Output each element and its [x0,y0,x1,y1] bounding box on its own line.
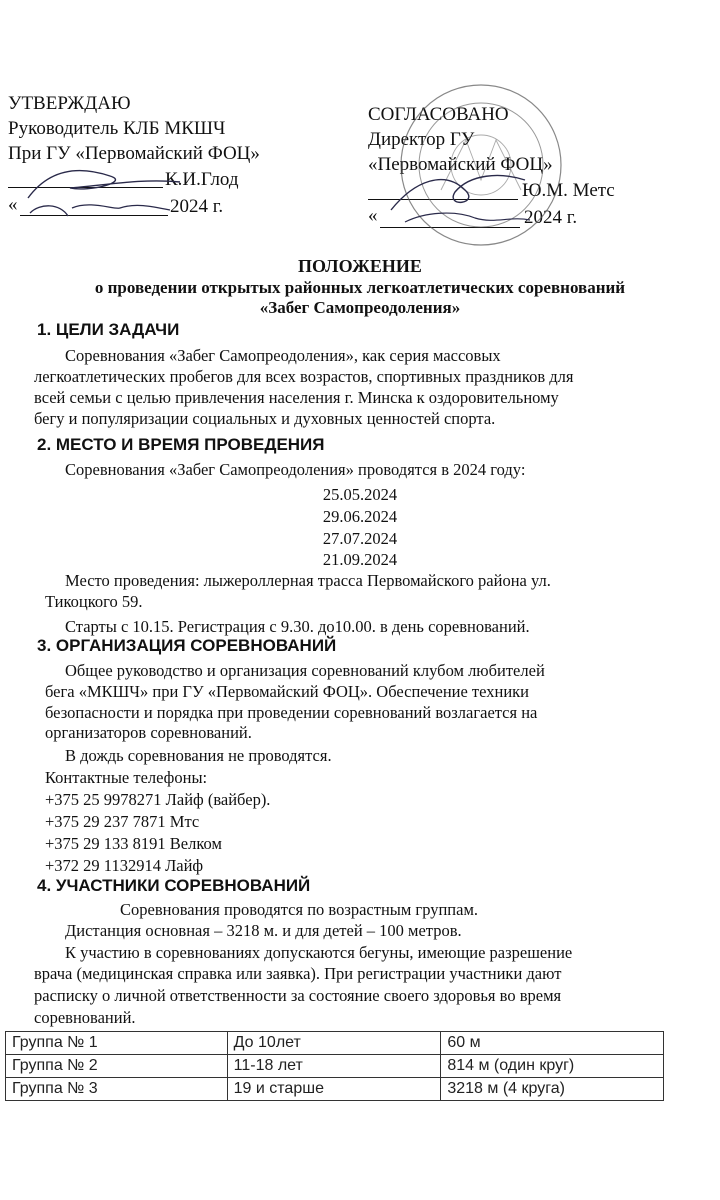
distance-line: Дистанция основная – 3218 м. и для детей – 100 метров. [65,921,462,940]
event-date: 29.06.2024 [322,507,398,526]
section3-line: безопасности и порядка при проведении соревнований возлагается на [45,703,538,722]
phone-number: +372 29 1132914 Лайф [45,856,204,875]
signature-left [20,158,190,228]
document-subtitle: о проведении открытых районных легкоатлетических соревнований [94,278,626,297]
section3-title: 3. ОРГАНИЗАЦИЯ СОРЕВНОВАНИЙ [37,636,337,655]
table-row [6,1032,664,1055]
approval-right-line2: «Первомайский ФОЦ» [368,154,553,175]
approval-left-signer: К.И.Глод [165,169,239,190]
section2-title: 2. МЕСТО И ВРЕМЯ ПРОВЕДЕНИЯ [37,435,325,454]
approval-right-signer: Ю.М. Метс [522,180,615,201]
approval-right-line1: Директор ГУ [368,129,475,150]
phone-number: +375 25 9978271 Лайф (вайбер). [45,790,271,809]
section1-line: бегу и популяризации социальных и духовных ценностей спорта. [34,409,496,428]
event-date: 21.09.2024 [322,550,398,569]
contacts-label: Контактные телефоны: [45,768,208,787]
table-cell: Группа № 1 [6,1032,228,1055]
section4-line: расписку о личной ответственности за состояние своего здоровья во время [34,986,562,1005]
phone-number: +375 29 133 8191 Велком [45,834,222,853]
start-times: Старты с 10.15. Регистрация с 9.30. до10.00. в день соревнований. [65,617,530,636]
table-cell: 11-18 лет [227,1055,441,1078]
section1-line: легкоатлетических пробегов для всех возрастов, спортивных праздников для [34,367,574,386]
table-cell: 814 м (один круг) [441,1055,664,1078]
table-cell: Группа № 3 [6,1078,228,1101]
signature-right [385,160,535,230]
approval-right-title: СОГЛАСОВАНО [368,104,509,125]
age-groups-table [5,1031,664,1101]
section3-line: бега «МКШЧ» при ГУ «Первомайский ФОЦ». Обеспечение техники [45,682,529,701]
section4-line: соревнований. [34,1008,136,1027]
venue-line: Тикоцкого 59. [45,592,143,611]
approval-left-line2: При ГУ «Первомайский ФОЦ» [8,143,260,164]
table-cell: 60 м [441,1032,664,1055]
venue-line: Место проведения: лыжероллерная трасса Первомайского района ул. [65,571,551,590]
approval-left-date-year: 2024 г. [170,196,224,217]
document-title: ПОЛОЖЕНИЕ [298,256,422,276]
approval-right-date-year: 2024 г. [524,207,578,228]
event-name: «Забег Самопреодоления» [259,298,461,317]
event-date: 25.05.2024 [322,485,398,504]
section1-line: всей семьи с целью привлечения населения г. Минска к оздоровительному [34,388,559,407]
table-cell: 3218 м (4 круга) [441,1078,664,1101]
table-cell: Группа № 2 [6,1055,228,1078]
approval-left-title: УТВЕРЖДАЮ [8,93,131,114]
section2-intro: Соревнования «Забег Самопреодоления» проводятся в 2024 году: [65,460,526,479]
section1-title: 1. ЦЕЛИ ЗАДАЧИ [37,320,180,339]
table-row [6,1078,664,1101]
table-cell: До 10лет [227,1032,441,1055]
approval-left-line1: Руководитель КЛБ МКШЧ [8,118,226,139]
phone-number: +375 29 237 7871 Мтс [45,812,200,831]
section3-line: организаторов соревнований. [45,723,252,742]
approval-right-date-open: « [368,205,378,226]
age-groups-line: Соревнования проводятся по возрастным группам. [120,900,479,919]
section4-line: врача (медицинская справка или заявка). При регистрации участники дают [34,964,562,983]
section3-line: Общее руководство и организация соревнований клубом любителей [65,661,545,680]
table-row [6,1055,664,1078]
event-date: 27.07.2024 [322,529,398,548]
section4-line: К участию в соревнованиях допускаются бегуны, имеющие разрешение [65,943,573,962]
section4-title: 4. УЧАСТНИКИ СОРЕВНОВАНИЙ [37,876,311,895]
rain-notice: В дождь соревнования не проводятся. [65,746,332,765]
approval-left-date-open: « [8,194,18,215]
table-cell: 19 и старше [227,1078,441,1101]
section1-line: Соревнования «Забег Самопреодоления», как серия массовых [65,346,501,365]
